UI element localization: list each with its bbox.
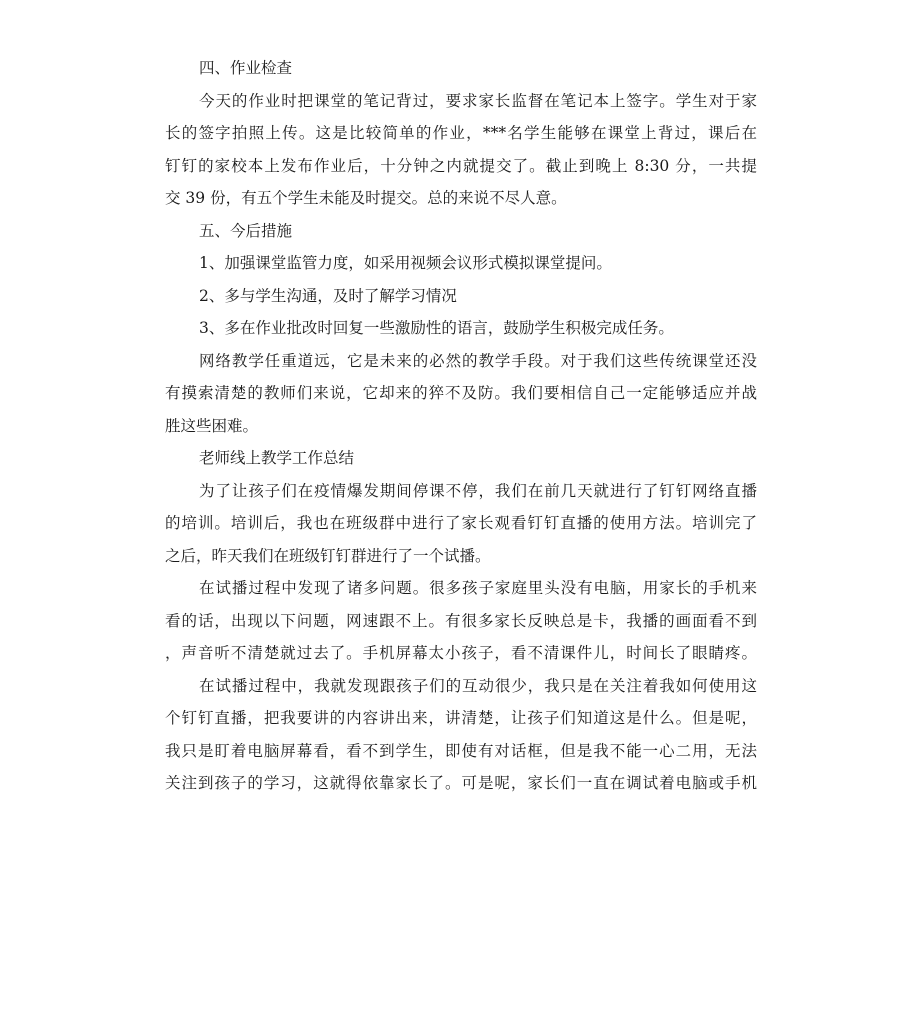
- paragraph-line: ，声音听不清楚就过去了。手机屏幕太小孩子，看不清课件儿，时间长了眼睛疼。: [165, 644, 757, 662]
- paragraph-first-line: 网络教学任重道远，它是未来的必然的教学手段。对于我们这些传统课堂还没: [199, 351, 757, 370]
- paragraph-last-line: 胜这些困难。: [165, 416, 259, 435]
- paragraph-line: 长的签字拍照上传。这是比较简单的作业，***名学生能够在课堂上背过，课后在: [165, 124, 757, 142]
- paragraph-line: 关注到孩子的学习，这就得依靠家长了。可是呢，家长们一直在调试着电脑或手机: [165, 774, 757, 792]
- section-heading-line: 3、多在作业批改时回复一些激励性的语言，鼓励学生积极完成任务。: [199, 319, 674, 337]
- section-heading-line: 四、作业检查: [199, 59, 293, 77]
- paragraph-line: 的培训。培训后，我也在班级群中进行了家长观看钉钉直播的使用方法。培训完了: [165, 514, 757, 532]
- section-heading-line: 五、今后措施: [199, 221, 293, 240]
- paragraph-last-line: 之后，昨天我们在班级钉钉群进行了一个试播。: [165, 546, 491, 565]
- paragraph-line: 钉钉的家校本上发布作业后，十分钟之内就提交了。截止到晚上 8:30 分，一共提: [165, 156, 757, 175]
- section-heading-line: 1、加强课堂监管力度，如采用视频会议形式模拟课堂提问。: [199, 254, 612, 272]
- paragraph-first-line: 在试播过程中发现了诸多问题。很多孩子家庭里头没有电脑，用家长的手机来: [199, 579, 757, 597]
- paragraph-first-line: 在试播过程中，我就发现跟孩子们的互动很少，我只是在关注着我如何使用这: [199, 676, 757, 695]
- paragraph-line: 我只是盯着电脑屏幕看，看不到学生，即使有对话框，但是我不能一心二用，无法: [165, 741, 757, 760]
- paragraph-line: 有摸索清楚的教师们来说，它却来的猝不及防。我们要相信自己一定能够适应并战: [165, 384, 757, 402]
- paragraph-first-line: 今天的作业时把课堂的笔记背过，要求家长监督在笔记本上签字。学生对于家: [199, 91, 757, 110]
- paragraph-first-line: 为了让孩子们在疫情爆发期间停课不停，我们在前几天就进行了钉钉网络直播: [199, 481, 757, 500]
- document-page: [165, 52, 757, 800]
- paragraph-last-line: 交 39 份，有五个学生未能及时提交。总的来说不尽人意。: [165, 189, 567, 207]
- paragraph-line: 个钉钉直播，把我要讲的内容讲出来，讲清楚，让孩子们知道这是什么。但是呢，: [165, 709, 757, 727]
- paragraph-line: 看的话，出现以下问题，网速跟不上。有很多家长反映总是卡，我播的画面看不到: [165, 611, 757, 630]
- section-heading-line: 老师线上教学工作总结: [199, 449, 355, 467]
- section-heading-line: 2、多与学生沟通，及时了解学习情况: [199, 286, 457, 305]
